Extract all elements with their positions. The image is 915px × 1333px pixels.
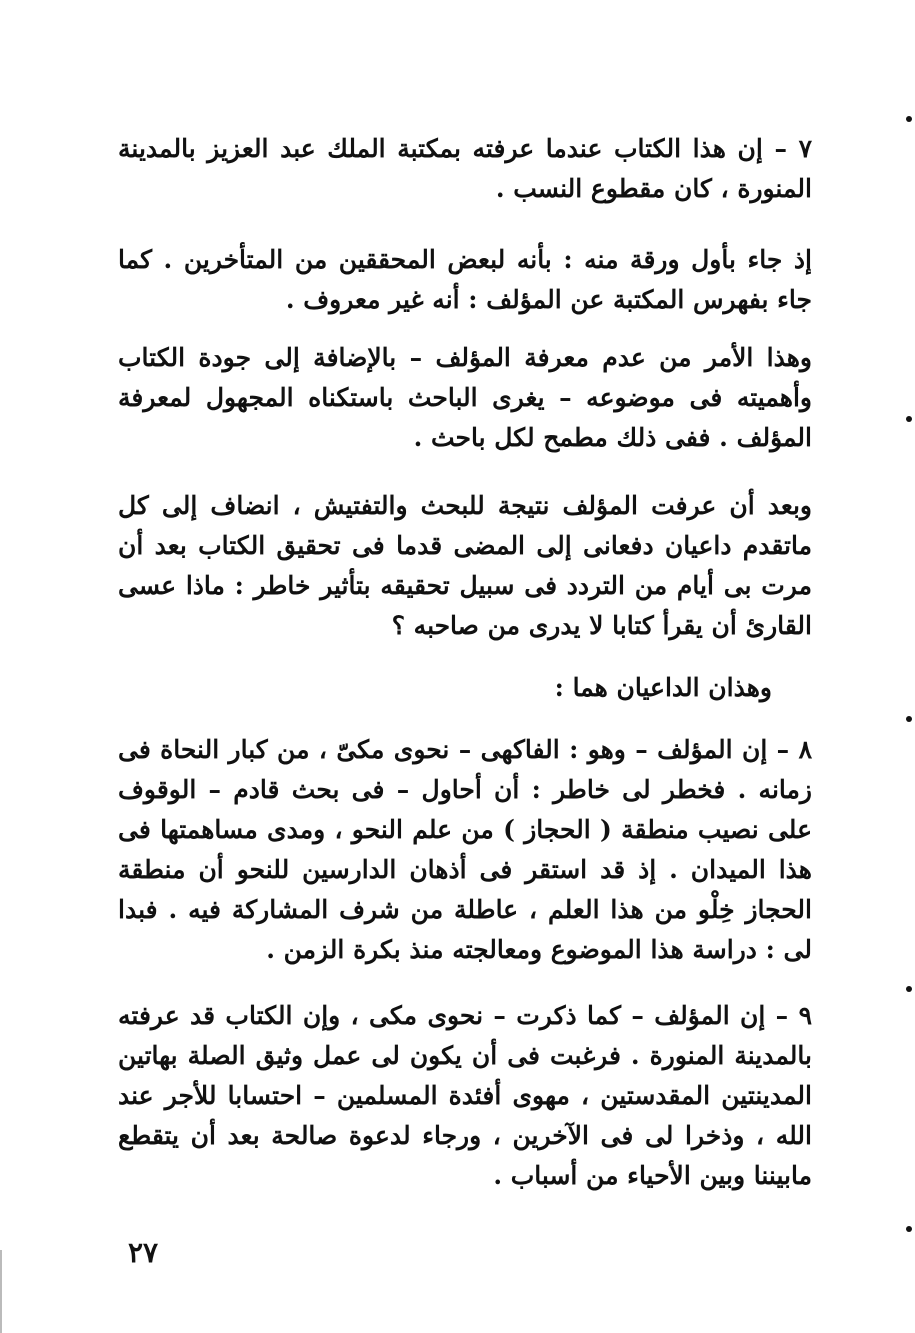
margin-dot: [906, 716, 912, 722]
margin-dot: [906, 986, 912, 992]
page-number: ٢٧: [128, 1236, 159, 1269]
paragraph-two-motives: وبعد أن عرفت المؤلف نتيجة للبحث والتفتيش ، انضاف إلى كل ماتقدم داعيان دفعانى إلى المضى قدما فى تحقيق الكتاب بعد أن مرت بى أيام من التردد فى سبيل تحقيقه بتأثير خاطر : ماذا عسى القارئ أن يقرأ كتابا لا يدرى من صاحبه ؟: [118, 491, 812, 640]
margin-dot: [906, 416, 912, 422]
margin-dot: [906, 1226, 912, 1232]
paragraph-unknown-author: وهذا الأمر من عدم معرفة المؤلف – بالإضافة إلى جودة الكتاب وأهميته فى موضوعه – يغرى الباحث باستكناه المجهول لمعرفة المؤلف . ففى ذلك مطمح لكل باحث .: [118, 343, 812, 452]
margin-dot: [906, 116, 912, 122]
scan-edge-line: [0, 1250, 2, 1333]
paragraph-8: ٨ – إن المؤلف – وهو : الفاكهى – نحوى مكىّ ، من كبار النحاة فى زمانه . فخطر لى خاطر : أن أحاول – فى بحث قادم – الوقوف على نصيب منطقة ( الحجاز ) من علم النحو ، ومدى مساهمتها فى هذا الميدان . إذ قد استقر فى أذهان الدارسين للنحو أن منطقة الحجاز خِلْو من هذا العلم ، عاطلة من شرف المشاركة فيه . فبدا لى : دراسة هذا الموضوع ومعالجته منذ بكرة الزمن .: [118, 735, 812, 964]
paragraph-9: ٩ – إن المؤلف – كما ذكرت – نحوى مكى ، وإن الكتاب قد عرفته بالمدينة المنورة . فرغبت فى أن يكون لى عمل وثيق الصلة بهاتين المدينتين المقدستين ، مهوى أفئدة المسلمين – احتسابا للأجر عند الله ، وذخرا لى فى الآخرين ، ورجاء لدعوة صالحة بعد أن يتقطع مابيننا وبين الأحياء من أسباب .: [118, 1001, 812, 1190]
paragraph-first-page-note: إذ جاء بأول ورقة منه : بأنه لبعض المحققين من المتأخرين . كما جاء بفهرس المكتبة عن المؤلف : أنه غير معروف .: [118, 245, 812, 314]
paragraph-motives-intro: وهذان الداعيان هما :: [554, 673, 772, 702]
paragraph-7: ٧ – إن هذا الكتاب عندما عرفته بمكتبة الملك عبد العزيز بالمدينة المنورة ، كان مقطوع النسب .: [118, 134, 812, 203]
